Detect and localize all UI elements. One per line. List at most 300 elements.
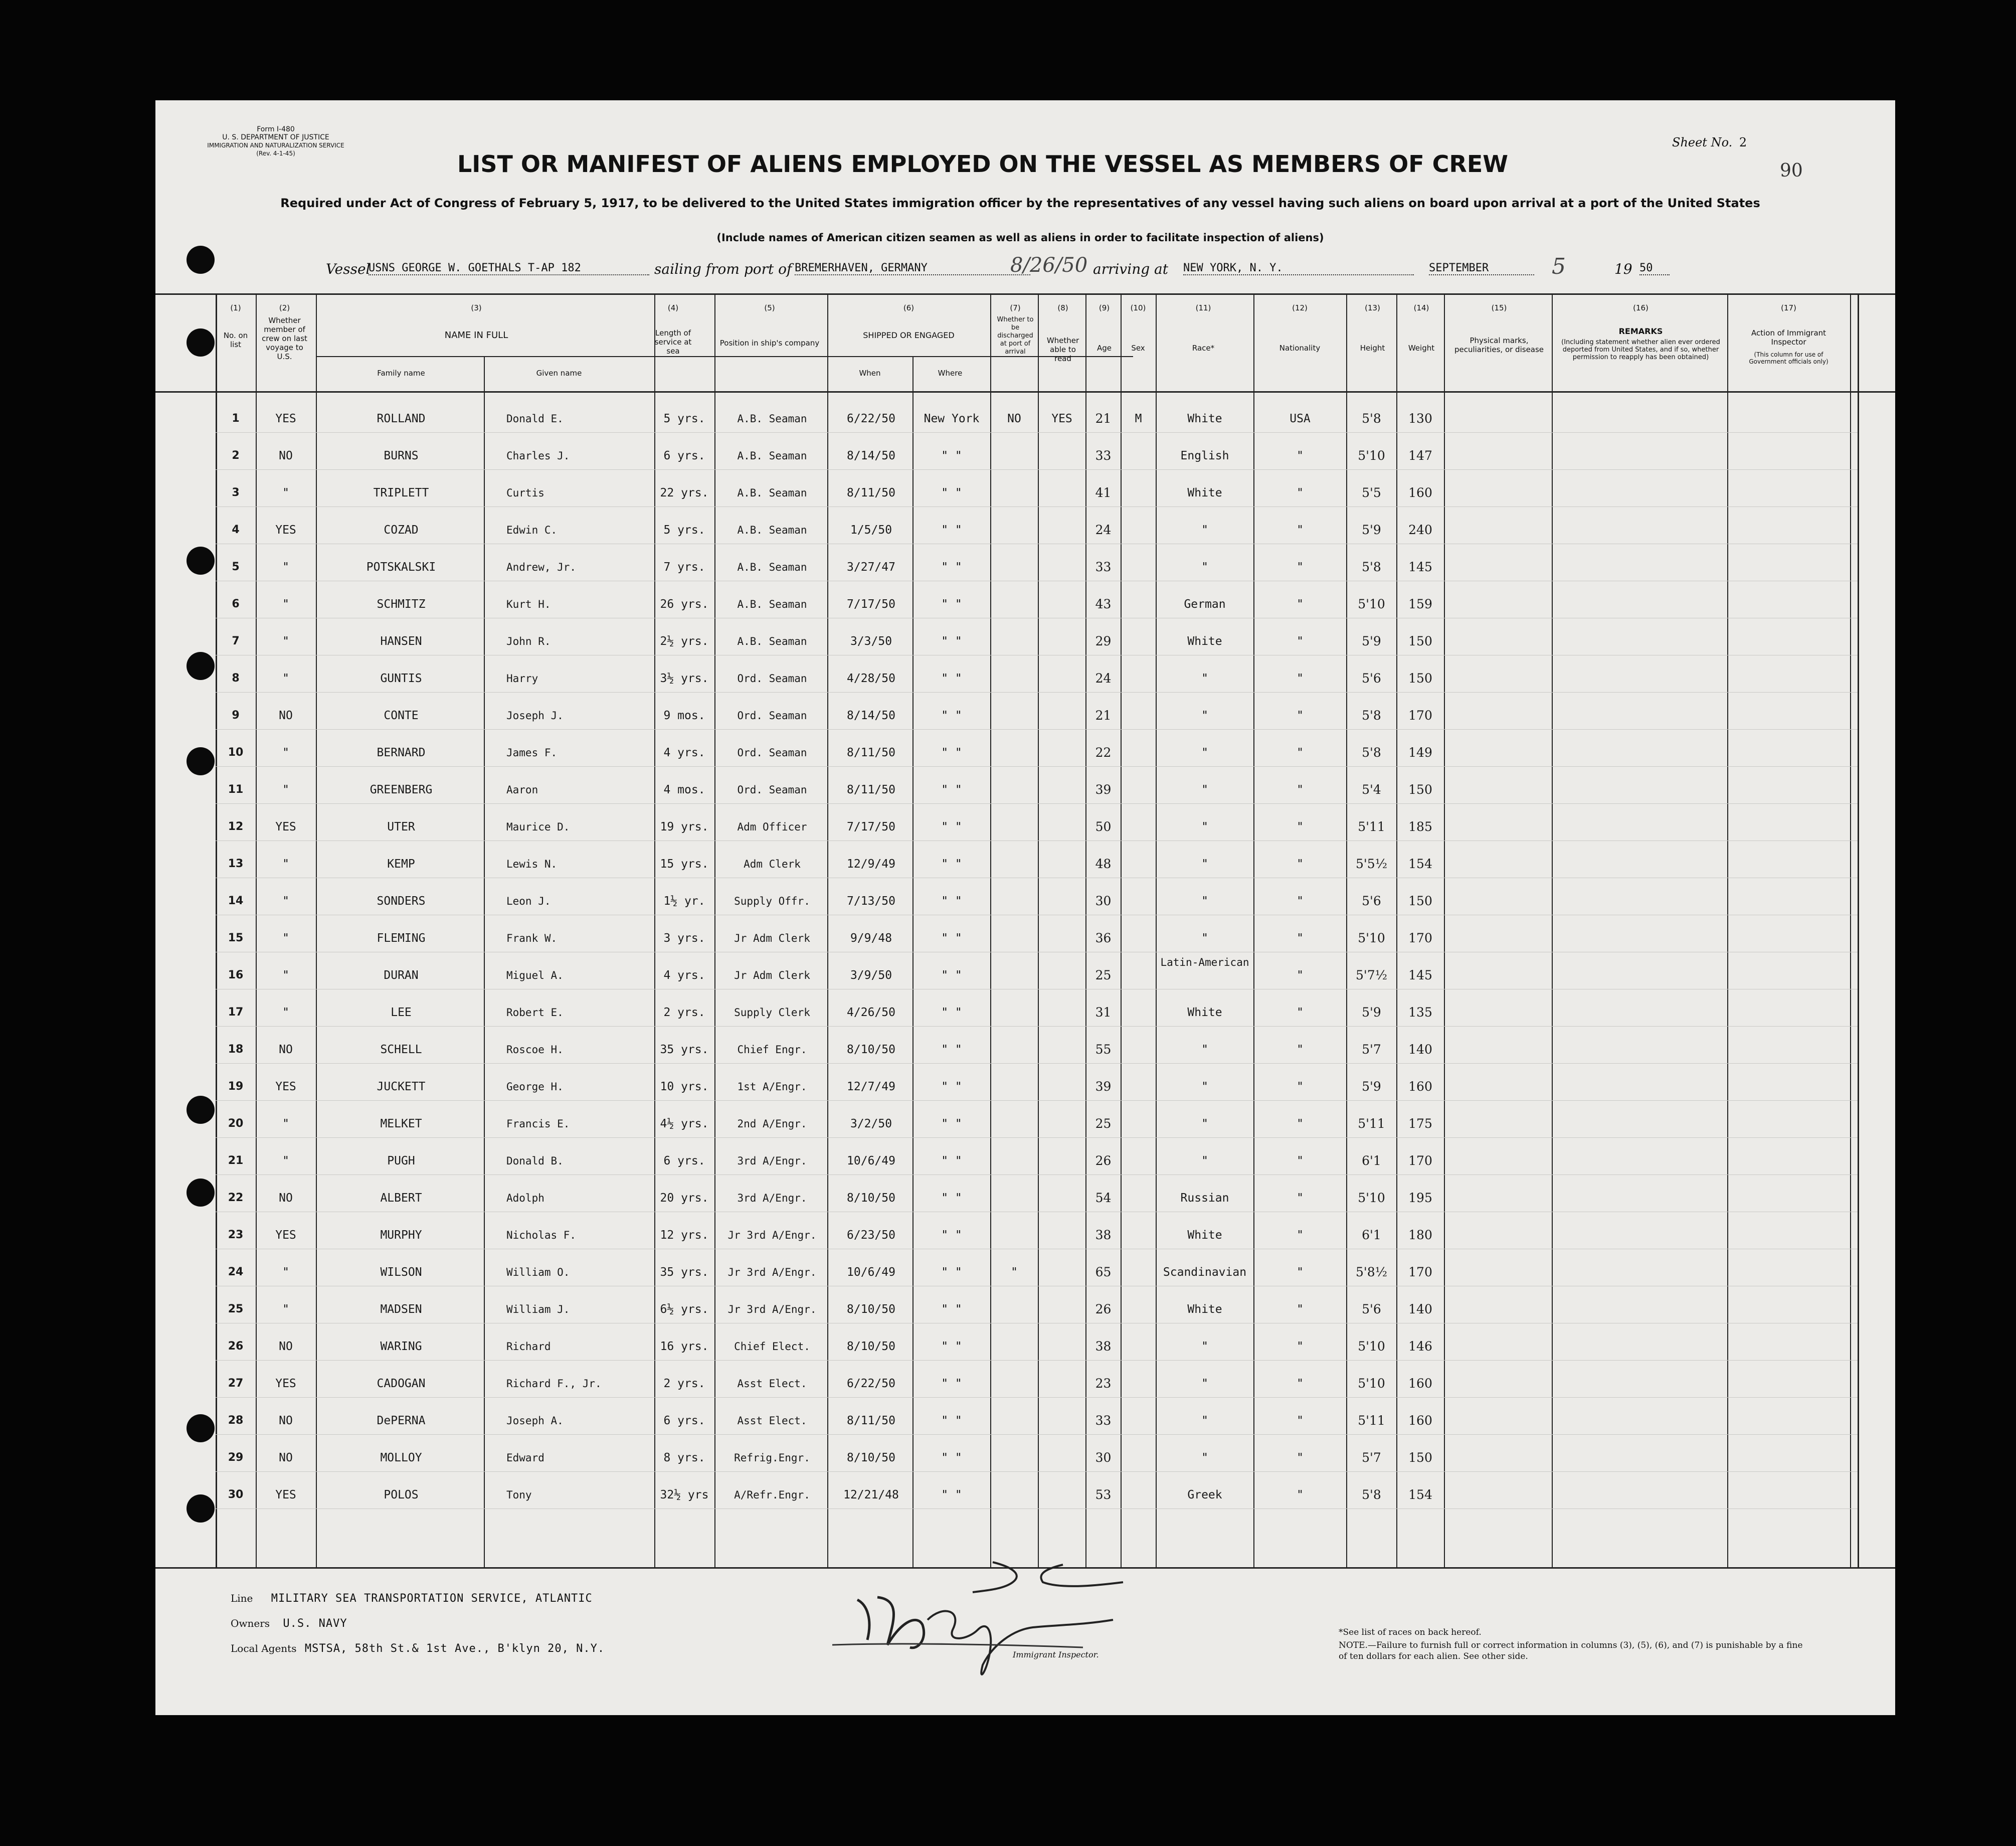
cell-weight: 170: [1408, 931, 1432, 945]
cell-service: 35 yrs.: [660, 1266, 709, 1279]
cell-where: " ": [941, 746, 962, 759]
cell-age: 21: [1095, 708, 1112, 723]
cell-last-voyage: ": [282, 1154, 289, 1167]
cell-age: 36: [1095, 931, 1112, 945]
cell-race: ": [1201, 1414, 1208, 1427]
cell-last-voyage: YES: [275, 1377, 296, 1390]
cell-position: 2nd A/Engr.: [737, 1118, 807, 1130]
cell-age: 30: [1095, 1450, 1112, 1465]
column-rule: [1850, 293, 1851, 1567]
cell-weight: 154: [1408, 857, 1432, 871]
cell-family-name: CADOGAN: [377, 1377, 426, 1390]
cell-family-name: MELKET: [380, 1117, 422, 1130]
cell-when: 3/27/47: [847, 561, 895, 574]
cell-age: 43: [1095, 597, 1112, 611]
punch-hole: [187, 747, 215, 775]
cell-no: 20: [228, 1117, 244, 1130]
cell-race: ": [1201, 709, 1208, 722]
cell-service: 4 mos.: [663, 783, 705, 796]
cell-given-name: Frank W.: [506, 932, 558, 944]
cell-given-name: Robert E.: [506, 1006, 564, 1019]
cell-height: 5'10: [1358, 1376, 1385, 1391]
cell-race: White: [1187, 412, 1222, 425]
cell-nationality: ": [1297, 598, 1304, 611]
line-label: Line: [231, 1592, 253, 1604]
cell-service: 12 yrs.: [660, 1229, 709, 1242]
col11-label: Race*: [1192, 344, 1215, 353]
cell-nationality: ": [1297, 1154, 1304, 1167]
cell-no: 22: [228, 1192, 244, 1204]
cell-last-voyage: NO: [279, 1414, 293, 1427]
cell-given-name: Lewis N.: [506, 858, 558, 870]
cell-family-name: POTSKALSKI: [366, 561, 436, 574]
cell-where: " ": [941, 486, 962, 499]
col12-num: (12): [1292, 303, 1308, 312]
cell-service: 1½ yr.: [663, 895, 705, 908]
cell-family-name: SCHELL: [380, 1043, 422, 1056]
cell-where: " ": [941, 1117, 962, 1130]
cell-position: 3rd A/Engr.: [737, 1155, 807, 1167]
cell-family-name: CONTE: [384, 709, 419, 722]
cell-weight: 185: [1408, 819, 1432, 834]
row-rule: [216, 1360, 1858, 1361]
cell-nationality: ": [1297, 1451, 1304, 1464]
cell-no: 1: [232, 412, 240, 425]
col10-num: (10): [1130, 303, 1146, 312]
cell-family-name: UTER: [387, 820, 415, 833]
row-rule: [216, 729, 1858, 730]
cell-weight: 140: [1408, 1302, 1432, 1316]
cell-height: 6'1: [1362, 1228, 1381, 1242]
cell-race: German: [1184, 598, 1226, 611]
cell-position: Supply Offr.: [734, 895, 810, 907]
cell-service: 6½ yrs.: [660, 1303, 709, 1316]
cell-no: 2: [232, 449, 240, 462]
cell-nationality: ": [1297, 1303, 1304, 1316]
cell-nationality: ": [1297, 1229, 1304, 1242]
cell-weight: 175: [1408, 1116, 1432, 1131]
row-rule: [216, 1100, 1858, 1101]
cell-family-name: HANSEN: [380, 635, 422, 648]
cell-no: 7: [232, 635, 240, 647]
cell-given-name: Charles J.: [506, 450, 570, 462]
cell-last-voyage: ": [282, 746, 289, 759]
punch-hole: [187, 652, 215, 680]
cell-where: " ": [941, 1377, 962, 1390]
cell-height: 5'8: [1362, 560, 1381, 574]
cell-service: 32½ yrs: [660, 1488, 709, 1501]
cell-last-voyage: NO: [279, 1451, 293, 1464]
cell-when: 8/11/50: [847, 486, 895, 499]
cell-position: Asst Elect.: [737, 1415, 807, 1427]
inspector-signature: [802, 1545, 1163, 1695]
row-rule: [216, 1434, 1858, 1435]
sheet-no: 2: [1739, 135, 1747, 149]
cell-race: ": [1201, 783, 1208, 796]
cell-where: " ": [941, 1192, 962, 1205]
cell-given-name: Richard F., Jr.: [506, 1378, 602, 1390]
port-to: NEW YORK, N. Y.: [1183, 262, 1414, 275]
cell-service: 3 yrs.: [663, 932, 705, 945]
cell-position: A.B. Seaman: [737, 561, 807, 573]
cell-family-name: TRIPLETT: [373, 486, 429, 499]
cell-last-voyage: ": [282, 858, 289, 871]
cell-weight: 150: [1408, 671, 1432, 686]
cell-age: 39: [1095, 1079, 1112, 1094]
cell-position: 3rd A/Engr.: [737, 1192, 807, 1204]
cell-when: 3/9/50: [850, 969, 892, 982]
col7-label: Whether to be discharged at port of arrival: [997, 316, 1034, 356]
cell-last-voyage: ": [282, 1006, 289, 1019]
cell-height: 5'4: [1362, 782, 1381, 797]
header-subrule: [316, 356, 1133, 357]
cell-service: 7 yrs.: [663, 561, 705, 574]
cell-where: " ": [941, 561, 962, 574]
col4-num: (4): [667, 303, 679, 312]
cell-race: ": [1201, 1154, 1208, 1167]
cell-height: 5'8: [1362, 745, 1381, 760]
cell-family-name: GUNTIS: [380, 672, 422, 685]
cell-race: ": [1201, 1377, 1208, 1390]
punch-hole: [187, 1096, 215, 1124]
col14-label: Weight: [1408, 344, 1435, 353]
cell-race: ": [1201, 1080, 1208, 1093]
cell-family-name: PUGH: [387, 1154, 415, 1167]
cell-given-name: Harry: [506, 673, 538, 685]
cell-age: 54: [1095, 1191, 1112, 1205]
cell-age: 26: [1095, 1302, 1112, 1316]
cell-last-voyage: NO: [279, 449, 293, 462]
cell-position: Refrig.Engr.: [734, 1452, 810, 1464]
cell-nationality: ": [1297, 969, 1304, 982]
cell-family-name: BURNS: [384, 449, 419, 462]
cell-position: Adm Clerk: [744, 858, 801, 870]
cell-age: 25: [1095, 1116, 1112, 1131]
cell-race: English: [1180, 449, 1229, 462]
cell-weight: 145: [1408, 968, 1432, 982]
cell-height: 5'10: [1358, 597, 1385, 611]
cell-service: 5 yrs.: [663, 524, 705, 537]
cell-position: A.B. Seaman: [737, 524, 807, 536]
cell-last-voyage: ": [282, 598, 289, 611]
cell-family-name: WARING: [380, 1340, 422, 1353]
fine-note: [1339, 1640, 1805, 1662]
cell-when: 1/5/50: [850, 524, 892, 537]
cell-height: 5'11: [1358, 1413, 1385, 1428]
cell-position: A.B. Seaman: [737, 487, 807, 499]
cell-position: A.B. Seaman: [737, 450, 807, 462]
cell-last-voyage: ": [282, 895, 289, 908]
punch-hole: [187, 328, 215, 357]
cell-position: Jr Adm Clerk: [734, 932, 810, 944]
cell-service: 4 yrs.: [663, 969, 705, 982]
cell-given-name: William J.: [506, 1303, 570, 1315]
cell-height: 5'7: [1362, 1042, 1381, 1057]
cell-position: Ord. Seaman: [737, 747, 807, 759]
col13-label: Height: [1360, 344, 1385, 353]
cell-height: 5'9: [1362, 1079, 1381, 1094]
cell-where: " ": [941, 858, 962, 871]
agents-value: MSTSA, 58th St.& 1st Ave., B'klyn 20, N.Y.: [304, 1642, 605, 1655]
cell-when: 10/6/49: [847, 1266, 895, 1279]
column-rule: [1858, 293, 1859, 1567]
cell-family-name: LEE: [391, 1006, 412, 1019]
cell-where: " ": [941, 709, 962, 722]
cell-given-name: James F.: [506, 747, 558, 759]
col13-num: (13): [1365, 303, 1380, 312]
cell-when: 4/26/50: [847, 1006, 895, 1019]
col16-num: (16): [1633, 303, 1648, 312]
service-name: IMMIGRATION AND NATURALIZATION SERVICE: [207, 142, 344, 149]
cell-race: White: [1187, 635, 1222, 648]
cell-weight: 135: [1408, 1005, 1432, 1020]
cell-service: 6 yrs.: [663, 1414, 705, 1427]
cell-last-voyage: ": [282, 969, 289, 982]
cell-no: 3: [232, 486, 240, 499]
department: U. S. DEPARTMENT OF JUSTICE: [222, 133, 329, 141]
cell-where: " ": [941, 1266, 962, 1279]
cell-position: A/Refr.Engr.: [734, 1489, 810, 1501]
cell-age: 31: [1095, 1005, 1112, 1020]
cell-given-name: Joseph A.: [506, 1415, 564, 1427]
cell-height: 5'8: [1362, 1487, 1381, 1502]
row-rule: [216, 1063, 1858, 1064]
cell-when: 7/13/50: [847, 895, 895, 908]
cell-service: 4 yrs.: [663, 746, 705, 759]
cell-age: 48: [1095, 857, 1112, 871]
cell-nationality: ": [1297, 1377, 1304, 1390]
cell-where: " ": [941, 1006, 962, 1019]
cell-last-voyage: NO: [279, 1340, 293, 1353]
cell-age: 26: [1095, 1153, 1112, 1168]
cell-position: Adm Officer: [737, 821, 807, 833]
cell-family-name: BERNARD: [377, 746, 426, 759]
cell-race: ": [1201, 1451, 1208, 1464]
cell-last-voyage: NO: [279, 1192, 293, 1205]
cell-when: 8/11/50: [847, 746, 895, 759]
col17-sub: (This column for use of Government officials only): [1749, 351, 1828, 365]
cell-age: 24: [1095, 671, 1112, 686]
cell-given-name: William O.: [506, 1266, 570, 1278]
manifest-sheet: [155, 100, 1895, 1715]
cell-height: 5'10: [1358, 1339, 1385, 1354]
cell-last-voyage: YES: [275, 524, 296, 537]
cell-race: White: [1187, 1006, 1222, 1019]
sheet-number: [1672, 135, 1747, 149]
cell-nationality: ": [1297, 449, 1304, 462]
cell-no: 13: [228, 858, 244, 870]
cell-family-name: DURAN: [384, 969, 419, 982]
cell-given-name: Francis E.: [506, 1118, 570, 1130]
cell-last-voyage: ": [282, 1117, 289, 1130]
col10-label: Sex: [1131, 344, 1145, 353]
col4-label: Length of service at sea: [654, 328, 692, 356]
cell-where: " ": [941, 1229, 962, 1242]
cell-where: " ": [941, 1080, 962, 1093]
cell-nationality: ": [1297, 895, 1304, 908]
cell-height: 5'11: [1358, 819, 1385, 834]
col3-given: Given name: [536, 369, 582, 378]
cell-service: 8 yrs.: [663, 1451, 705, 1464]
cell-no: 28: [228, 1414, 244, 1427]
cell-given-name: George H.: [506, 1081, 564, 1093]
cell-no: 23: [228, 1229, 244, 1241]
cell-where: " ": [941, 969, 962, 982]
cell-family-name: SONDERS: [377, 895, 426, 908]
cell-race: White: [1187, 1229, 1222, 1242]
row-rule: [216, 1508, 1858, 1509]
col1-label: No. on list: [223, 331, 248, 349]
column-rule: [1444, 293, 1445, 1567]
cell-service: 20 yrs.: [660, 1192, 709, 1205]
cell-where: " ": [941, 1303, 962, 1316]
note-label: NOTE.: [1339, 1640, 1368, 1650]
cell-no: 30: [228, 1488, 244, 1501]
cell-given-name: Richard: [506, 1340, 551, 1353]
cell-no: 17: [228, 1006, 244, 1019]
table-top-rule: [155, 293, 1895, 295]
col6-where: Where: [938, 369, 963, 378]
cell-race: White: [1187, 486, 1222, 499]
cell-race: ": [1201, 524, 1208, 537]
cell-weight: 170: [1408, 1265, 1432, 1279]
owners-label: Owners: [231, 1617, 270, 1629]
cell-last-voyage: ": [282, 932, 289, 945]
cell-race: ": [1201, 746, 1208, 759]
cell-given-name: Nicholas F.: [506, 1229, 577, 1241]
cell-family-name: COZAD: [384, 524, 419, 537]
cell-when: 12/9/49: [847, 858, 895, 871]
cell-nationality: ": [1297, 1340, 1304, 1353]
cell-nationality: ": [1297, 858, 1304, 871]
column-rule: [714, 293, 715, 1567]
cell-height: 5'6: [1362, 671, 1381, 686]
cell-no: 11: [228, 783, 244, 796]
cell-race: ": [1201, 672, 1208, 685]
header-bottom-rule: [155, 391, 1895, 393]
cell-last-voyage: ": [282, 783, 289, 796]
cell-service: 9 mos.: [663, 709, 705, 722]
cell-when: 10/6/49: [847, 1154, 895, 1167]
form-title: LIST OR MANIFEST OF ALIENS EMPLOYED ON THE VESSEL AS MEMBERS OF CREW: [457, 150, 1508, 178]
col17-label: Action of Immigrant Inspector: [1751, 328, 1826, 347]
cell-position: Jr 3rd A/Engr.: [727, 1266, 817, 1278]
cell-no: 14: [228, 895, 244, 907]
cell-nationality: ": [1297, 635, 1304, 648]
port-from: BREMERHAVEN, GERMANY: [795, 262, 1030, 275]
cell-given-name: Donald E.: [506, 413, 564, 425]
cell-nationality: ": [1297, 486, 1304, 499]
col16-sub: (Including statement whether alien ever ordered deported from United States, and if so, whether permission to reapply has been obtained): [1561, 339, 1720, 361]
vessel-name: USNS GEORGE W. GOETHALS T-AP 182: [369, 262, 649, 275]
cell-no: 8: [232, 672, 240, 685]
cell-nationality: ": [1297, 561, 1304, 574]
cell-position: Chief Engr.: [737, 1044, 807, 1056]
cell-family-name: GREENBERG: [370, 783, 433, 796]
cell-height: 5'8: [1362, 708, 1381, 723]
cell-age: 23: [1095, 1376, 1112, 1391]
cell-where: " ": [941, 932, 962, 945]
cell-height: 5'8: [1362, 411, 1381, 426]
col6-when: When: [859, 369, 881, 378]
col8-num: (8): [1057, 303, 1068, 312]
cell-where: " ": [941, 672, 962, 685]
cell-nationality: ": [1297, 820, 1304, 833]
cell-service: 2½ yrs.: [660, 635, 709, 648]
cell-when: 8/10/50: [847, 1192, 895, 1205]
cell-weight: 147: [1408, 448, 1432, 463]
note-text: —Failure to furnish full or correct information in columns (3), (5), (6), and (7) is punishable by a fine of ten dollars for each alien. See other side.: [1339, 1640, 1803, 1661]
cell-no: 12: [228, 820, 244, 833]
cell-no: 25: [228, 1303, 244, 1315]
cell-nationality: ": [1297, 709, 1304, 722]
cell-weight: 150: [1408, 894, 1432, 908]
cell-weight: 149: [1408, 745, 1432, 760]
cell-nationality: ": [1297, 1192, 1304, 1205]
cell-where: " ": [941, 1043, 962, 1056]
col6-label: SHIPPED OR ENGAGED: [863, 330, 955, 340]
cell-race: White: [1187, 1303, 1222, 1316]
cell-nationality: ": [1297, 1117, 1304, 1130]
footer-line: [231, 1592, 882, 1605]
cell-age: 50: [1095, 819, 1112, 834]
cell-weight: 180: [1408, 1228, 1432, 1242]
cell-discharged: NO: [1007, 412, 1021, 425]
vessel-line: [326, 254, 1780, 281]
cell-position: Ord. Seaman: [737, 710, 807, 722]
cell-race: ": [1201, 1340, 1208, 1353]
cell-where: " ": [941, 449, 962, 462]
col15-num: (15): [1491, 303, 1507, 312]
col2-num: (2): [279, 303, 290, 312]
col3-label: NAME IN FULL: [444, 330, 508, 341]
cell-family-name: KEMP: [387, 858, 415, 871]
row-rule: [216, 1471, 1858, 1472]
cell-no: 5: [232, 561, 240, 573]
cell-no: 6: [232, 598, 240, 610]
col7-num: (7): [1010, 303, 1021, 312]
cell-weight: 150: [1408, 1450, 1432, 1465]
cell-age: 22: [1095, 745, 1112, 760]
cell-height: 5'10: [1358, 931, 1385, 945]
col6-num: (6): [903, 303, 914, 312]
race-note: *See list of races on back hereof.: [1339, 1627, 1482, 1637]
cell-height: 5'10: [1358, 448, 1385, 463]
cell-family-name: ROLLAND: [377, 412, 426, 425]
cell-no: 16: [228, 969, 244, 981]
footer-owners: [231, 1617, 882, 1630]
cell-age: 65: [1095, 1265, 1112, 1279]
cell-when: 4/28/50: [847, 672, 895, 685]
cell-no: 18: [228, 1043, 244, 1056]
cell-service: 15 yrs.: [660, 858, 709, 871]
cell-height: 5'7½: [1356, 968, 1387, 982]
cell-position: Jr Adm Clerk: [734, 969, 810, 981]
cell-when: 8/10/50: [847, 1303, 895, 1316]
cell-race: ": [1201, 561, 1208, 574]
cell-given-name: Tony: [506, 1489, 532, 1501]
column-rule: [1038, 293, 1039, 1567]
cell-no: 4: [232, 524, 240, 536]
cell-where: " ": [941, 524, 962, 537]
cell-given-name: Roscoe H.: [506, 1044, 564, 1056]
row-rule: [216, 803, 1858, 804]
cell-height: 5'7: [1362, 1450, 1381, 1465]
cell-when: 6/22/50: [847, 412, 895, 425]
cell-age: 38: [1095, 1339, 1112, 1354]
cell-family-name: DePERNA: [377, 1414, 426, 1427]
cell-family-name: SCHMITZ: [377, 598, 426, 611]
